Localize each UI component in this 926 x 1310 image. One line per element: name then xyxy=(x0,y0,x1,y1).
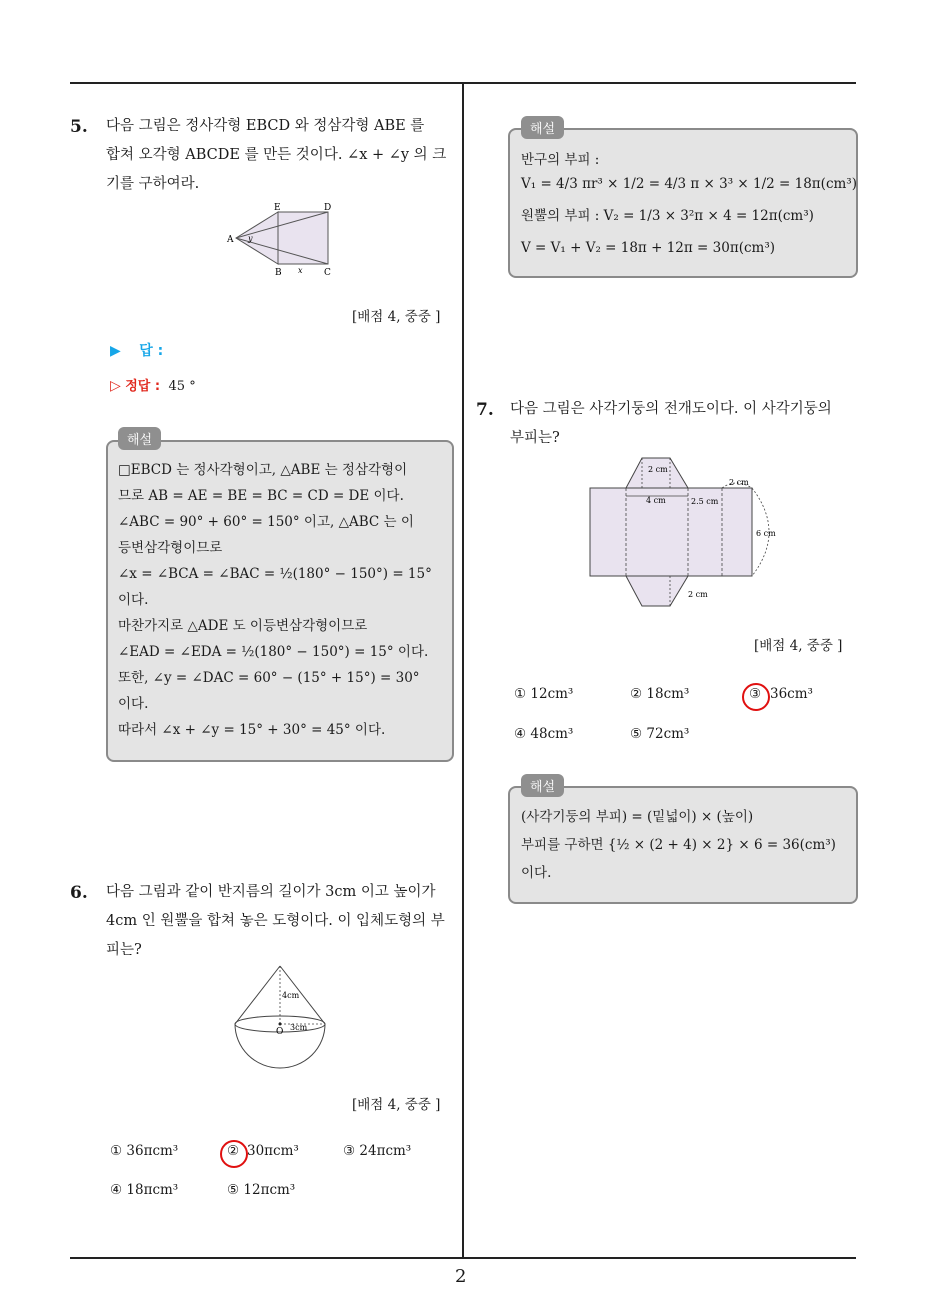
q6-option-5[interactable]: ⑤ 12πcm³ xyxy=(227,1182,296,1198)
q6-solution-text: 반구의 부피 : V₁ = 4/3 πr³ × 1/2 = 4/3 π × 3³ × 1/2 = 18π(cm³) 원뿔의 부피 : V₂ = 1/3 × 3²π × 4 = 12π(cm³) V = V₁ + V₂ = 18π + 12π = 30π(cm³) xyxy=(521,152,857,256)
q7-solution-text: (사각기둥의 부피) = (밑넓이) × (높이) 부피를 구하면 {½ × (2 + 4) × 2} × 6 = 36(cm³) 이다. xyxy=(521,809,836,881)
correct-arrow-icon: ▷ xyxy=(110,378,121,394)
q7-option-3-marker[interactable]: ③ xyxy=(749,686,762,702)
answer-arrow-icon: ▶ xyxy=(110,343,121,359)
q5-answer-label: 답 : xyxy=(139,343,164,359)
q7-text: 다음 그림은 사각기둥의 전개도이다. 이 사각기둥의 부피는? xyxy=(510,401,832,446)
q6-figure xyxy=(230,962,330,1070)
q7-option-2[interactable]: ② 18cm³ xyxy=(630,686,690,702)
q7-figure xyxy=(586,452,786,612)
fig-label-C: C xyxy=(324,268,331,278)
q7-score: [배점 4, 중중 ] xyxy=(754,638,843,654)
q6-score: [배점 4, 중중 ] xyxy=(352,1097,441,1113)
fig-label-top: 2 cm xyxy=(648,465,668,474)
fig-label-radius: 3cm xyxy=(290,1023,308,1032)
q6-text: 다음 그림과 같이 반지름의 길이가 3cm 이고 높이가 4cm 인 원뿔을 합쳐 놓은 도형이다. 이 입체도형의 부 피는? xyxy=(106,884,445,958)
fig-label-x: x xyxy=(298,266,303,275)
fig-label-y: y xyxy=(248,234,253,243)
q5-solution-text: □EBCD 는 정사각형이고, △ABE 는 정삼각형이 므로 AB = AE = BE = BC = CD = DE 이다. ∠ABC = 90° + 60° = 150° 이고, △ABC 는 이 등변삼각형이므로 ∠x = ∠BCA = ∠BAC = ½(180° − 150°) = 15° 이다. 마찬가지로 △ADE 도 이등변삼각형이므로 ∠EAD = ∠EDA = ½(180° − 150°) = 15° 이다. 또한, ∠y = ∠DAC = 60° − (15° + 15°) = 30° 이다. 따라서 ∠x + ∠y = 15° + 30° = 45° 이다. xyxy=(118,462,432,738)
q5-score: [배점 4, 중중 ] xyxy=(352,309,441,325)
q5-answer-row xyxy=(110,340,163,360)
q5-correct-label: 정답 : xyxy=(125,379,161,394)
q7-solution-tab: 해설 xyxy=(521,774,564,797)
q6-solution-tab: 해설 xyxy=(521,116,564,139)
q5-figure xyxy=(220,200,350,280)
q5-number: 5. xyxy=(70,117,88,137)
column-divider xyxy=(462,82,464,1258)
fig-label-side: 2 cm xyxy=(729,478,749,487)
page-number: 2 xyxy=(455,1266,467,1287)
q7-option-3[interactable]: 36cm³ xyxy=(770,686,813,702)
q6-option-4[interactable]: ④ 18πcm³ xyxy=(110,1182,179,1198)
q7-option-5[interactable]: ⑤ 72cm³ xyxy=(630,726,690,742)
fig-label-slant: 2.5 cm xyxy=(691,497,719,506)
q5-text: 다음 그림은 정사각형 EBCD 와 정삼각형 ABE 를 합쳐 오각형 ABCDE 를 만든 것이다. ∠x + ∠y 의 크 기를 구하여라. xyxy=(106,118,447,192)
fig-label-height: 4cm xyxy=(282,991,300,1000)
q6-option-3[interactable]: ③ 24πcm³ xyxy=(343,1143,412,1159)
q6-number: 6. xyxy=(70,883,88,903)
fig-label-bottom: 2 cm xyxy=(688,590,708,599)
q5-solution-tab: 해설 xyxy=(118,427,161,450)
q7-option-4[interactable]: ④ 48cm³ xyxy=(514,726,574,742)
fig-label-height: 6 cm xyxy=(756,529,776,538)
fig-label-mid: 4 cm xyxy=(646,496,666,505)
q6-option-2-marker[interactable]: ② xyxy=(227,1143,240,1159)
q5-correct-value: 45 ° xyxy=(168,379,196,394)
q5-correct-row xyxy=(110,375,196,394)
q7-number: 7. xyxy=(476,400,494,420)
fig-label-D: D xyxy=(324,203,332,213)
q6-option-1[interactable]: ① 36πcm³ xyxy=(110,1143,179,1159)
fig-label-E: E xyxy=(274,203,281,213)
fig-label-B: B xyxy=(275,268,282,278)
q7-option-1[interactable]: ① 12cm³ xyxy=(514,686,574,702)
fig-label-A: A xyxy=(227,235,234,245)
q6-option-2[interactable]: 30πcm³ xyxy=(247,1143,299,1159)
fig-label-center: O xyxy=(276,1027,284,1037)
